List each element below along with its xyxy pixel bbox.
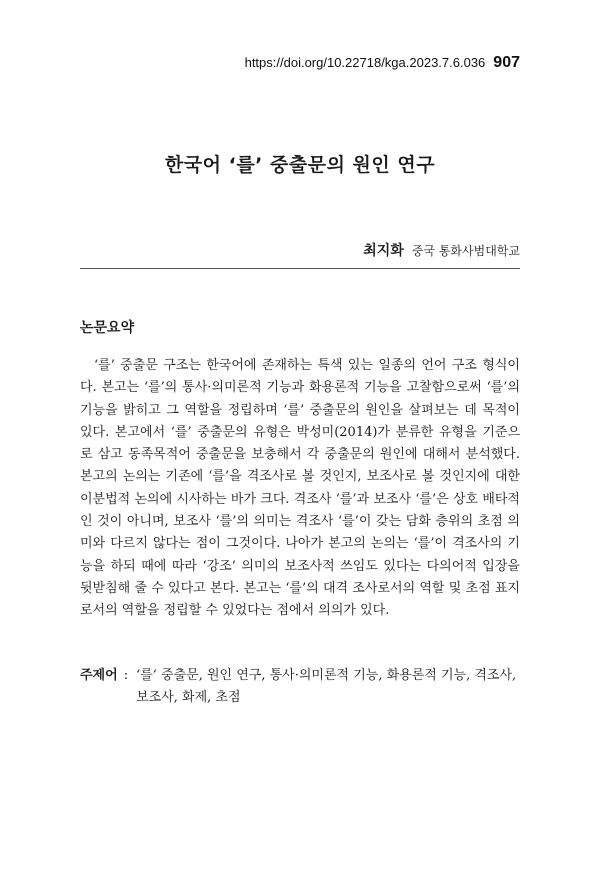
keywords-text: ‘를’ 중출문, 원인 연구, 통사·의미론적 기능, 화용론적 기능, 격조사, 보조사, 화제, 초점 (136, 668, 517, 705)
author-block (363, 240, 520, 260)
keywords-row (80, 665, 520, 709)
doi-link[interactable]: https://doi.org/10.22718/kga.2023.7.6.036 (244, 55, 486, 70)
abstract-heading: 논문요약 (80, 320, 135, 336)
paper-title: 한국어 ‘를’ 중출문의 원인 연구 (164, 154, 436, 176)
keywords-colon: : (123, 668, 129, 683)
abstract-text: ‘를’ 중출문 구조는 한국어에 존재하는 특색 있는 일종의 언어 구조 형식이다. 본고는 ‘를’의 통사·의미론적 기능과 화용론적 기능을 고찰함으로써 ‘를’의 기능을 밝히고 그 역할을 정립하며 ‘를’ 중출문의 원인을 살펴보는 데 목적이 있다. 본고에서 ‘를’ 중출문의 유형은 박성미(2014)가 분류한 유형을 기준으로 삼고 동족목적어 중출문을 보충해서 각 중출문의 원인에 대해서 분석했다. 본고의 논의는 기존에 ‘를’을 격조사로 볼 것인지, 보조사로 볼 것인지에 대한 이분법적 논의에 시사하는 바가 크다. 격조사 ‘를’과 보조사 ‘를’은 상호 배타적인 것이 아니며, 보조사 ‘를’의 의미는 격조사 ‘를’이 갖는 담화 층위의 초점 의미와 다르지 않다는 점이 그것이다. 나아가 본고의 논의는 ‘를’이 격조사의 기능을 하되 때에 따라 ‘강조’ 의미의 보조사적 쓰임도 있다는 다의어적 입장을 뒷받침해 줄 수 있다고 본다. 본고는 ‘를’의 대격 조사로서의 역할 및 초점 표지로서의 역할을 정립할 수 있었다는 점에서 의의가 있다. (80, 358, 520, 619)
author-name: 최지화 (363, 243, 404, 259)
keywords-label: 주제어 (80, 668, 118, 683)
page-number: 907 (493, 54, 520, 71)
page-header (245, 54, 520, 72)
divider-line (80, 268, 520, 269)
author-affiliation: 중국 통화사범대학교 (411, 244, 520, 258)
